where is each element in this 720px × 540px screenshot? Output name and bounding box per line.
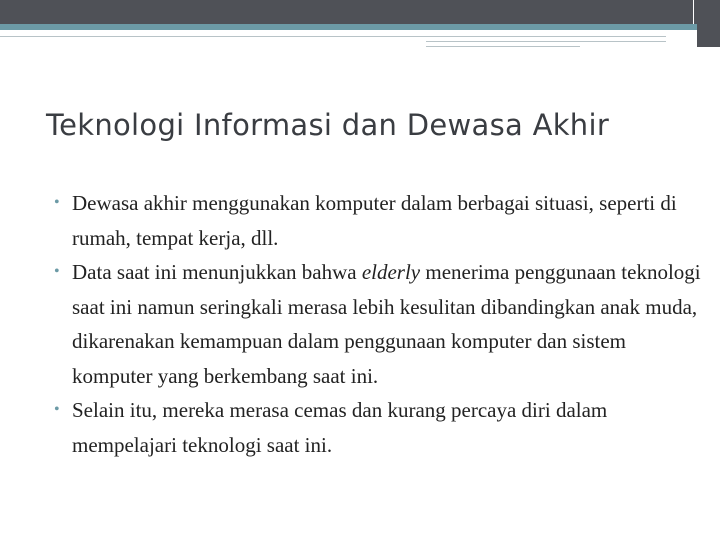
slide-title: Teknologi Informasi dan Dewasa Akhir [46,108,610,142]
bullet-item-2 [54,255,704,393]
bullet-dot-icon: • [54,263,60,280]
header-rule-2 [426,41,666,42]
bullet-item-3 [54,393,704,462]
header-rule-3 [426,46,580,47]
bullet-dot-icon: • [54,194,60,211]
header-corner-block [697,0,720,47]
bullet-text-part: menerima penggunaan teknologi saat ini namun seringkali merasa lebih kesulitan dibandingkan anak muda, dikarenakan kemampuan dalam penggunaan komputer dan sistem komputer yang berkembang saat ini. [72,260,701,388]
bullet-dot-icon: • [54,401,60,418]
bullet-text [72,191,677,250]
bullet-text [72,260,701,388]
header-rule-1 [0,36,666,37]
header-accent-line [0,24,697,30]
bullet-text-part: Selain itu, mereka merasa cemas dan kurang percaya diri dalam mempelajari teknologi saat ini. [72,398,608,457]
header-dark-bar [0,0,720,24]
bullet-item-1 [54,186,704,255]
bullet-text [72,398,607,457]
bullet-text-part: Data saat ini menunjukkan bahwa [72,260,362,284]
bullet-emphasis: elderly [361,260,421,284]
bullet-list [54,186,704,462]
bullet-text-part: Dewasa akhir menggunakan komputer dalam berbagai situasi, seperti di rumah, tempat kerja, dll. [72,191,677,250]
